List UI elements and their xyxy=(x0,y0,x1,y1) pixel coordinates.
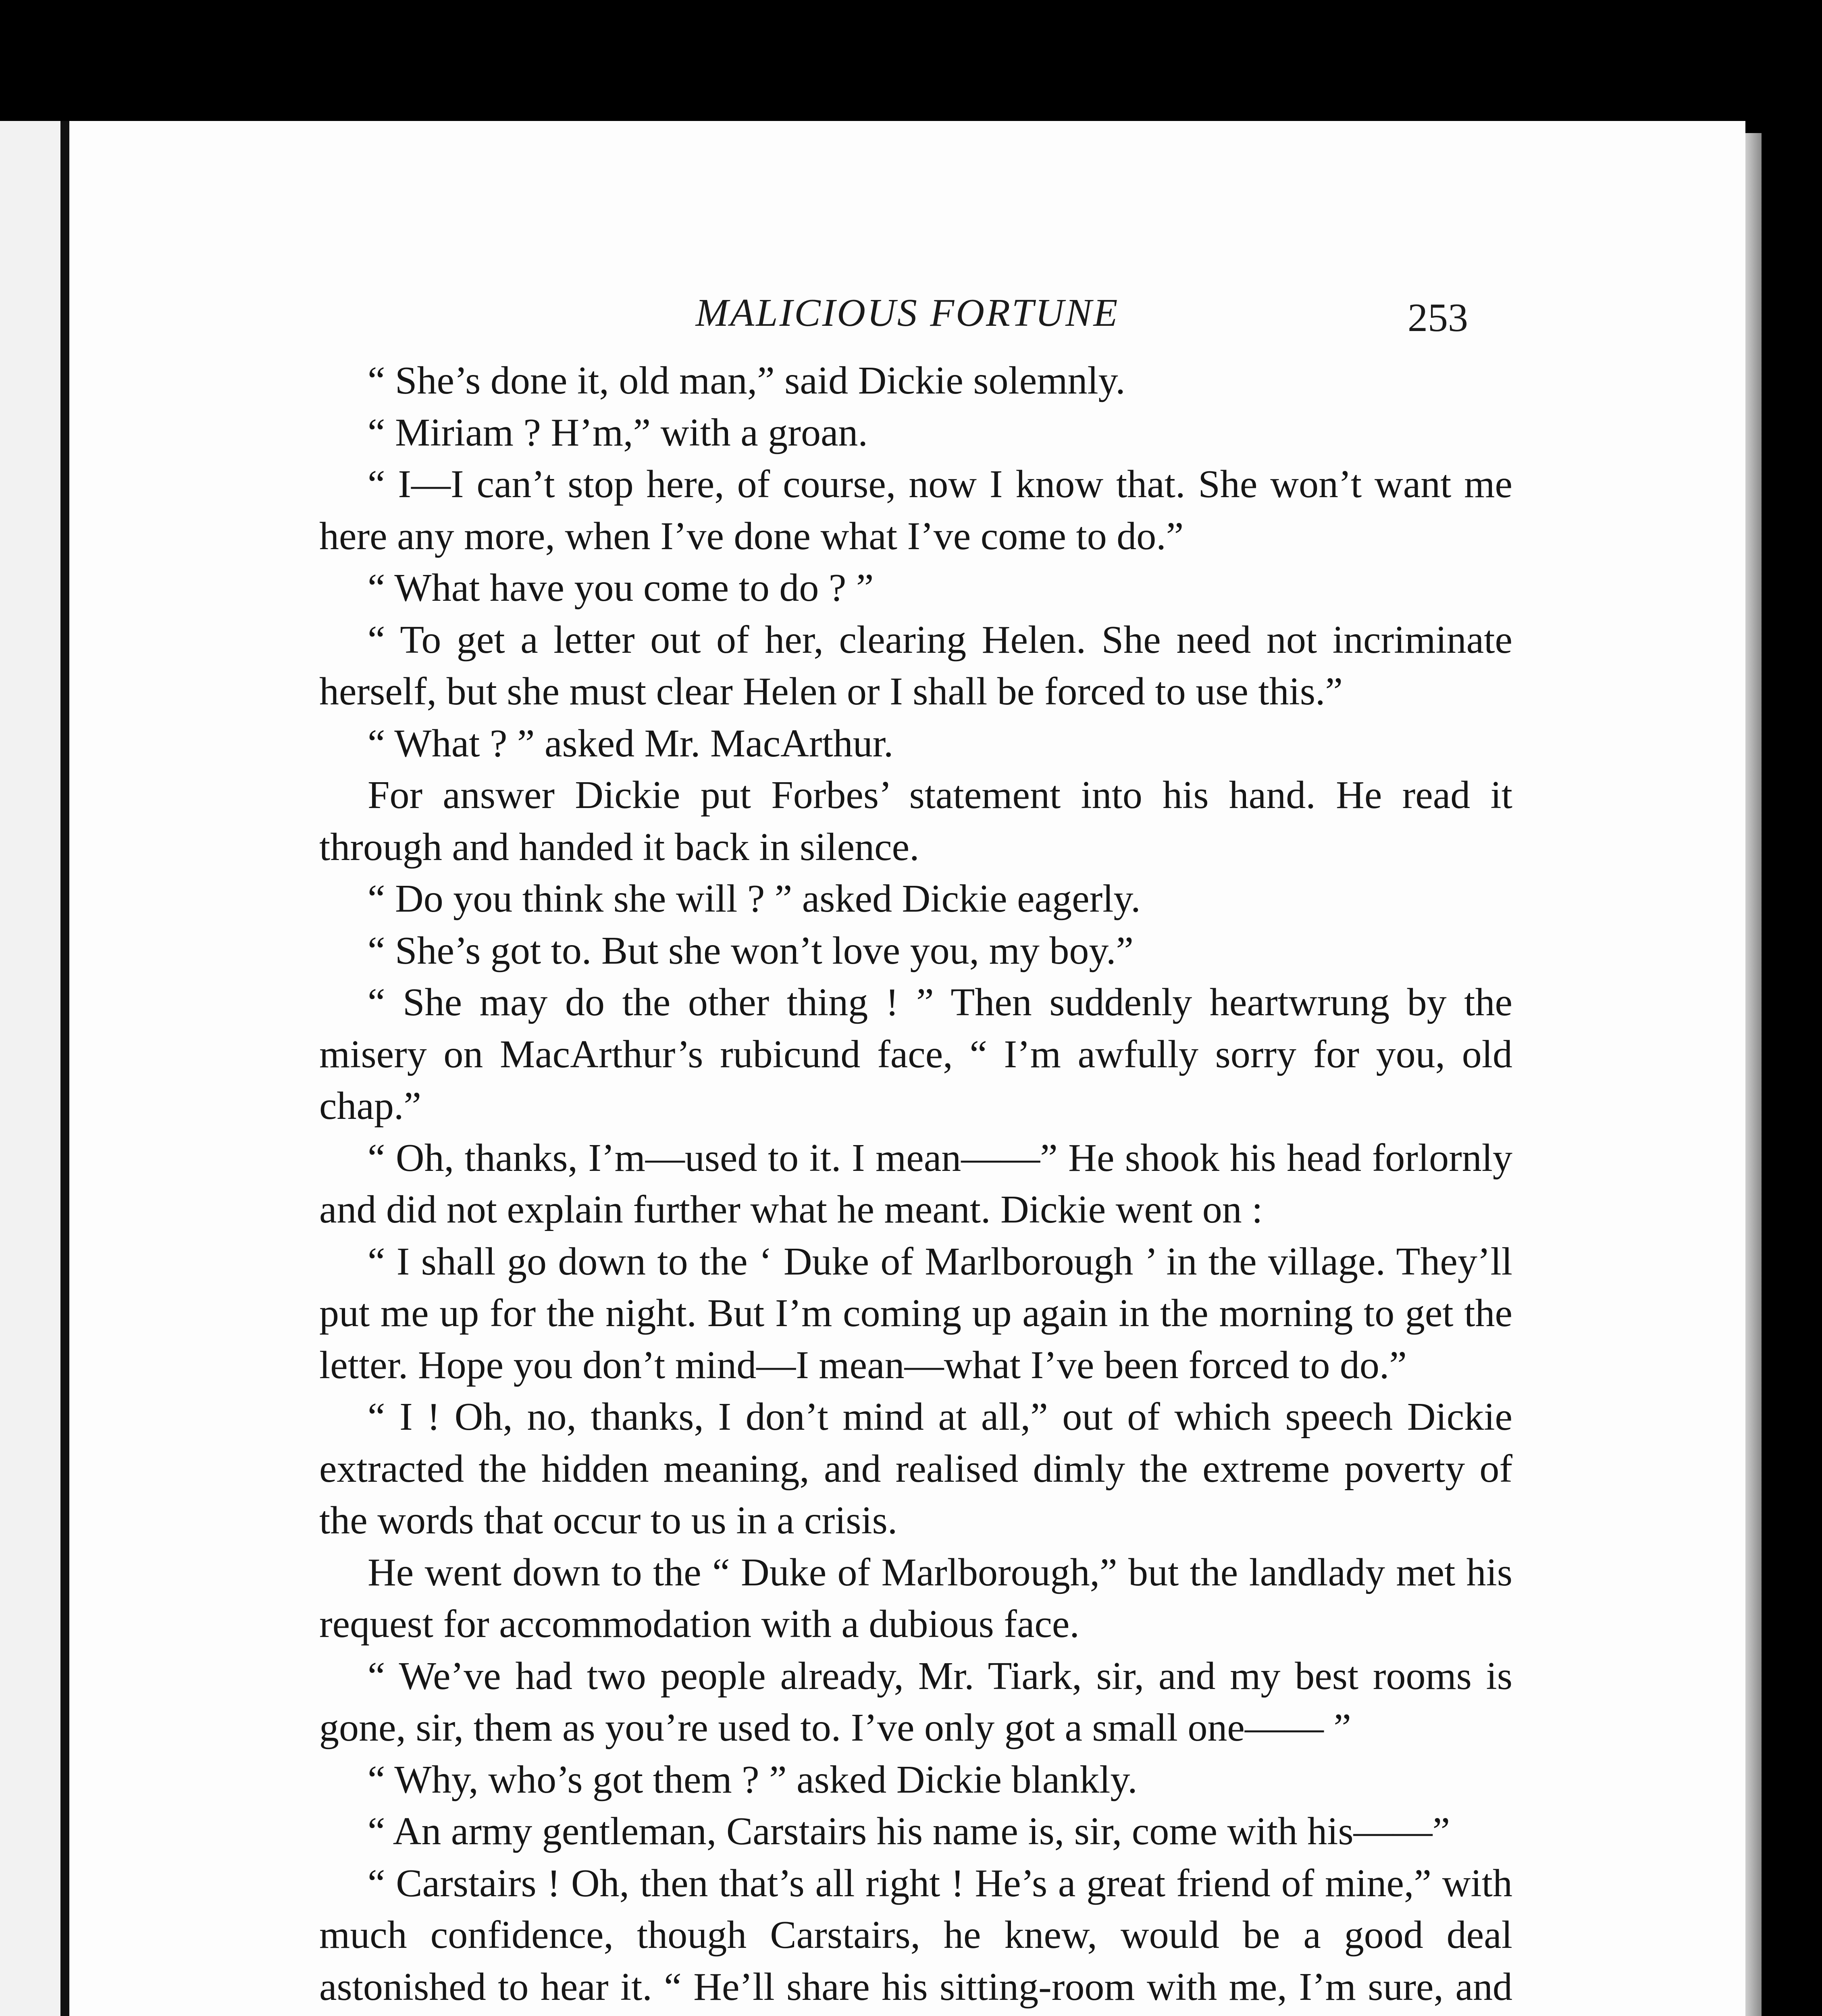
paragraph: “ To get a letter out of her, clearing Helen. She need not incriminate herself, but she must clear Helen or I shall be forced to use this.” xyxy=(319,618,1512,713)
paragraph: “ I—I can’t stop here, of course, now I know that. She won’t want me here any more, when I’ve done what I’ve come to do.” xyxy=(319,462,1512,558)
left-page-edge xyxy=(0,121,60,2016)
paragraph: “ An army gentleman, Carstairs his name is, sir, come with his——” xyxy=(368,1810,1450,1853)
paragraph: “ She’s got to. But she won’t love you, my boy.” xyxy=(368,929,1134,973)
body-text xyxy=(319,355,1512,2016)
page-number: 253 xyxy=(1408,295,1468,340)
paragraph: “ I ! Oh, no, thanks, I don’t mind at all,” out of which speech Dickie extracted the hidden meaning, and realised dimly the extreme poverty of the words that occur to us in a crisis. xyxy=(319,1395,1512,1542)
paragraph: He went down to the “ Duke of Marlborough,” but the landlady met his request for accommodation with a dubious face. xyxy=(319,1550,1512,1646)
paragraph: “ Oh, thanks, I’m—used to it. I mean——” He shook his head forlornly and did not explain further what he meant. Dickie went on : xyxy=(319,1136,1512,1231)
page-edge-shadow xyxy=(1745,133,1762,2016)
paragraph: “ Carstairs ! Oh, then that’s all right ! He’s a great friend of mine,” with much confidence, though Carstairs, he knew, would be a good deal astonished to hear it. “ He’ll share his sitting-room with me, I’m sure, and xyxy=(319,1861,1512,2009)
paragraph: “ Do you think she will ? ” asked Dickie eagerly. xyxy=(368,877,1141,921)
paragraph: “ We’ve had two people already, Mr. Tiark, sir, and my best rooms is gone, sir, them as you’re used to. I’ve only got a small one—— ” xyxy=(319,1654,1512,1749)
paragraph: “ I shall go down to the ‘ Duke of Marlborough ’ in the village. They’ll put me up for the night. But I’m coming up again in the morning to get the letter. Hope you don’t mind—I mean—what I’ve been forced to do.” xyxy=(319,1239,1512,1387)
paragraph: “ What have you come to do ? ” xyxy=(368,566,874,610)
book-page xyxy=(60,121,1745,2016)
running-head: MALICIOUS FORTUNE xyxy=(695,291,1119,335)
paragraph: “ Miriam ? H’m,” with a groan. xyxy=(368,410,868,454)
paragraph: For answer Dickie put Forbes’ statement into his hand. He read it through and handed it back in silence. xyxy=(319,773,1512,869)
paragraph: “ Why, who’s got them ? ” asked Dickie blankly. xyxy=(368,1758,1138,1801)
paragraph: “ What ? ” asked Mr. MacArthur. xyxy=(368,721,894,765)
paragraph: “ She’s done it, old man,” said Dickie solemnly. xyxy=(368,359,1125,402)
paragraph: “ She may do the other thing ! ” Then suddenly heartwrung by the misery on MacArthur’s rubicund face, “ I’m awfully sorry for you, old chap.” xyxy=(319,981,1512,1128)
